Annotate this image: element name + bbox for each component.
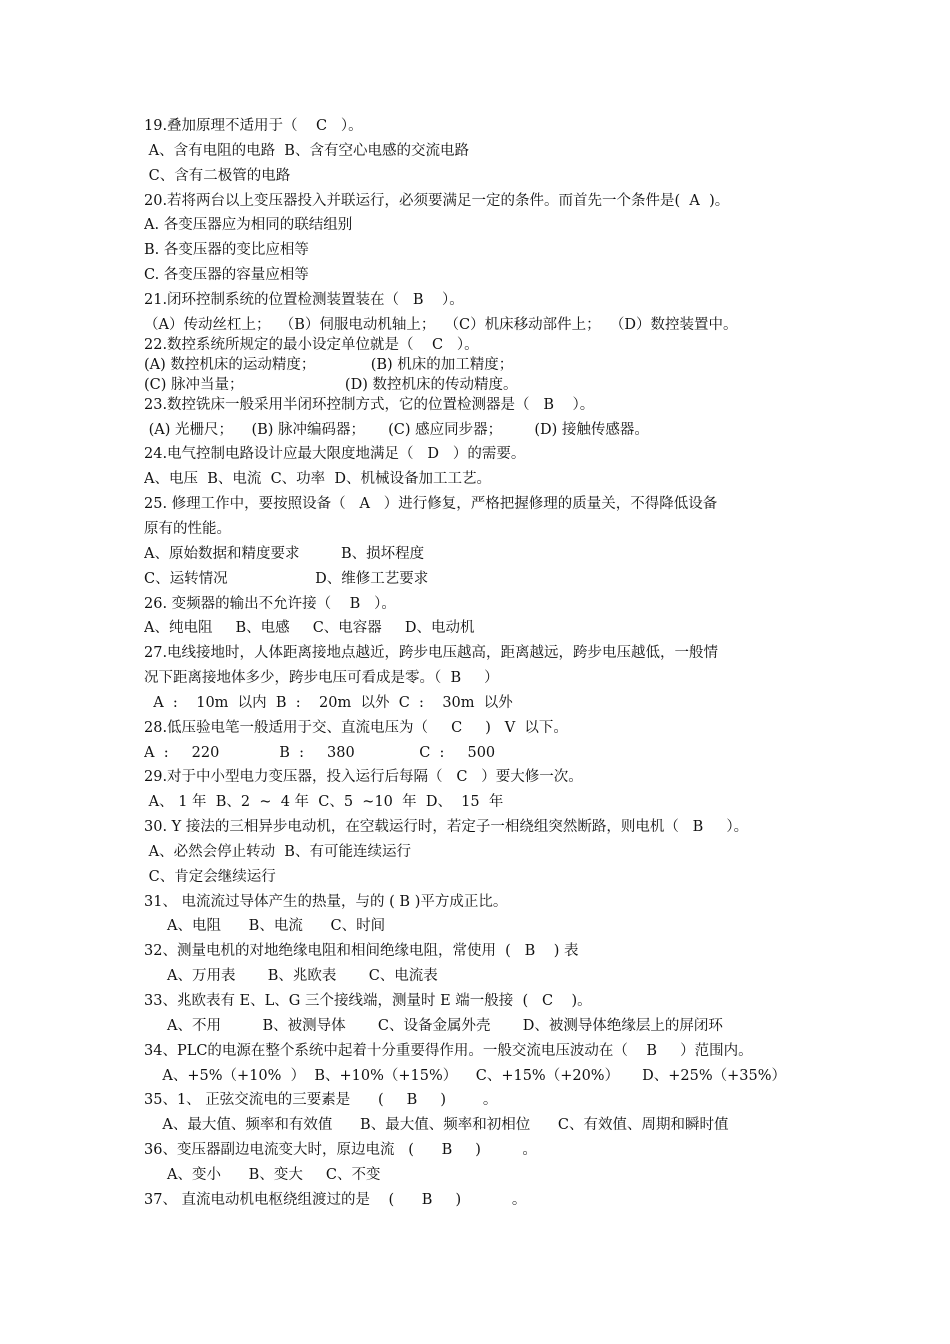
question-34: 34、PLC的电源在整个系统中起着十分重要得作用。一般交流电压波动在（ B ）范围内。	[144, 1042, 753, 1059]
question-24: 24.电气控制电路设计应最大限度地满足（ D ）的需要。	[144, 446, 526, 463]
q22-options-c-d: (C) 脉冲当量； (D) 数控机床的传动精度。	[144, 376, 518, 393]
q31-options: A、电阻 B、电流 C、时间	[144, 918, 386, 935]
q28-options: A : 220 B : 380 C : 500	[144, 744, 496, 761]
question-28: 28.低压验电笔一般适用于交、直流电压为（ C ) V 以下。	[144, 719, 568, 736]
q25-options-a-b: A、原始数据和精度要求 B、损坏程度	[144, 545, 425, 562]
q23-options: (A) 光栅尺； (B) 脉冲编码器； (C) 感应同步器； (D) 接触传感器。	[144, 421, 649, 438]
q19-option-c: C、含有二极管的电路	[144, 167, 291, 184]
question-25-cont: 原有的性能。	[144, 520, 231, 537]
q35-options: A、最大值、频率和有效值 B、最大值、频率和初相位 C、有效值、周期和瞬时值	[144, 1117, 729, 1134]
question-32: 32、测量电机的对地绝缘电阻和相间绝缘电阻，常使用 ( B ) 表	[144, 943, 579, 960]
question-31: 31、 电流流过导体产生的热量，与的 ( B )平方成正比。	[144, 893, 508, 910]
question-27-cont: 况下距离接地体多少，跨步电压可看成是零。（ B ）	[144, 670, 499, 687]
q20-option-b: B. 各变压器的变比应相等	[144, 242, 309, 259]
q32-options: A、万用表 B、兆欧表 C、电流表	[144, 968, 438, 985]
question-37: 37、 直流电动机电枢绕组渡过的是 ( B ) 。	[144, 1191, 527, 1208]
question-30: 30. Y 接法的三相异步电动机，在空载运行时，若定子一相绕组突然断路，则电机（ B ）。	[144, 819, 749, 836]
question-35: 35、1、 正弦交流电的三要素是 ( B ) 。	[144, 1092, 498, 1109]
question-26: 26. 变频器的输出不允许接（ B ）。	[144, 595, 396, 612]
q29-options: A、 1 年 B、2 ~ 4 年 C、5 ~10 年 D、 15 年	[144, 794, 504, 811]
q20-option-a: A. 各变压器应为相同的联结组别	[144, 217, 353, 234]
question-19: 19.叠加原理不适用于（ C ）。	[144, 118, 363, 134]
q21-options: （A）传动丝杠上； （B）伺服电动机轴上； （C）机床移动部件上； （D）数控装置中。	[144, 316, 738, 333]
question-20: 20.若将两台以上变压器投入并联运行，必须要满足一定的条件。而首先一个条件是( A )。	[144, 192, 730, 209]
document-page	[144, 116, 814, 1215]
q22-options-a-b: (A) 数控机床的运动精度； (B) 机床的加工精度；	[144, 356, 514, 373]
q33-options: A、不用 B、被测导体 C、设备金属外壳 D、被测导体绝缘层上的屏闭环	[144, 1017, 723, 1034]
question-21: 21.闭环控制系统的位置检测装置装在（ B ）。	[144, 291, 464, 308]
question-27: 27.电线接地时，人体距离接地点越近，跨步电压越高，距离越远，跨步电压越低，一般情	[144, 645, 719, 662]
q25-options-c-d: C、运转情况 D、维修工艺要求	[144, 570, 429, 587]
question-23: 23.数控铣床一般采用半闭环控制方式，它的位置检测器是（ B ）。	[144, 396, 595, 413]
q26-options: A、纯电阻 B、电感 C、电容器 D、电动机	[144, 620, 475, 637]
q19-options-a-b: A、含有电阻的电路 B、含有空心电感的交流电路	[144, 142, 469, 159]
question-36: 36、变压器副边电流变大时，原边电流 ( B ) 。	[144, 1142, 537, 1159]
question-33: 33、兆欧表有 E、L、G 三个接线端，测量时 E 端一般接 ( C )。	[144, 993, 592, 1009]
question-29: 29.对于中小型电力变压器，投入运行后每隔（ C ）要大修一次。	[144, 769, 583, 786]
question-25: 25. 修理工作中，要按照设备（ A ）进行修复，严格把握修理的质量关，不得降低设备	[144, 496, 718, 513]
q30-options-a-b: A、必然会停止转动 B、有可能连续运行	[144, 843, 411, 860]
q30-option-c: C、肯定会继续运行	[144, 868, 276, 885]
q34-options: A、+5%（+10% ） B、+10%（+15%） C、+15%（+20%） D、+25%（+35%）	[144, 1067, 786, 1084]
question-22: 22.数控系统所规定的最小设定单位就是（ C ）。	[144, 336, 479, 353]
q36-options: A、变小 B、变大 C、不变	[144, 1166, 381, 1183]
q24-options: A、电压 B、电流 C、功率 D、机械设备加工工艺。	[144, 471, 491, 488]
q27-options: A : 10m 以内 B : 20m 以外 C : 30m 以外	[144, 694, 513, 711]
q20-option-c: C. 各变压器的容量应相等	[144, 267, 309, 284]
